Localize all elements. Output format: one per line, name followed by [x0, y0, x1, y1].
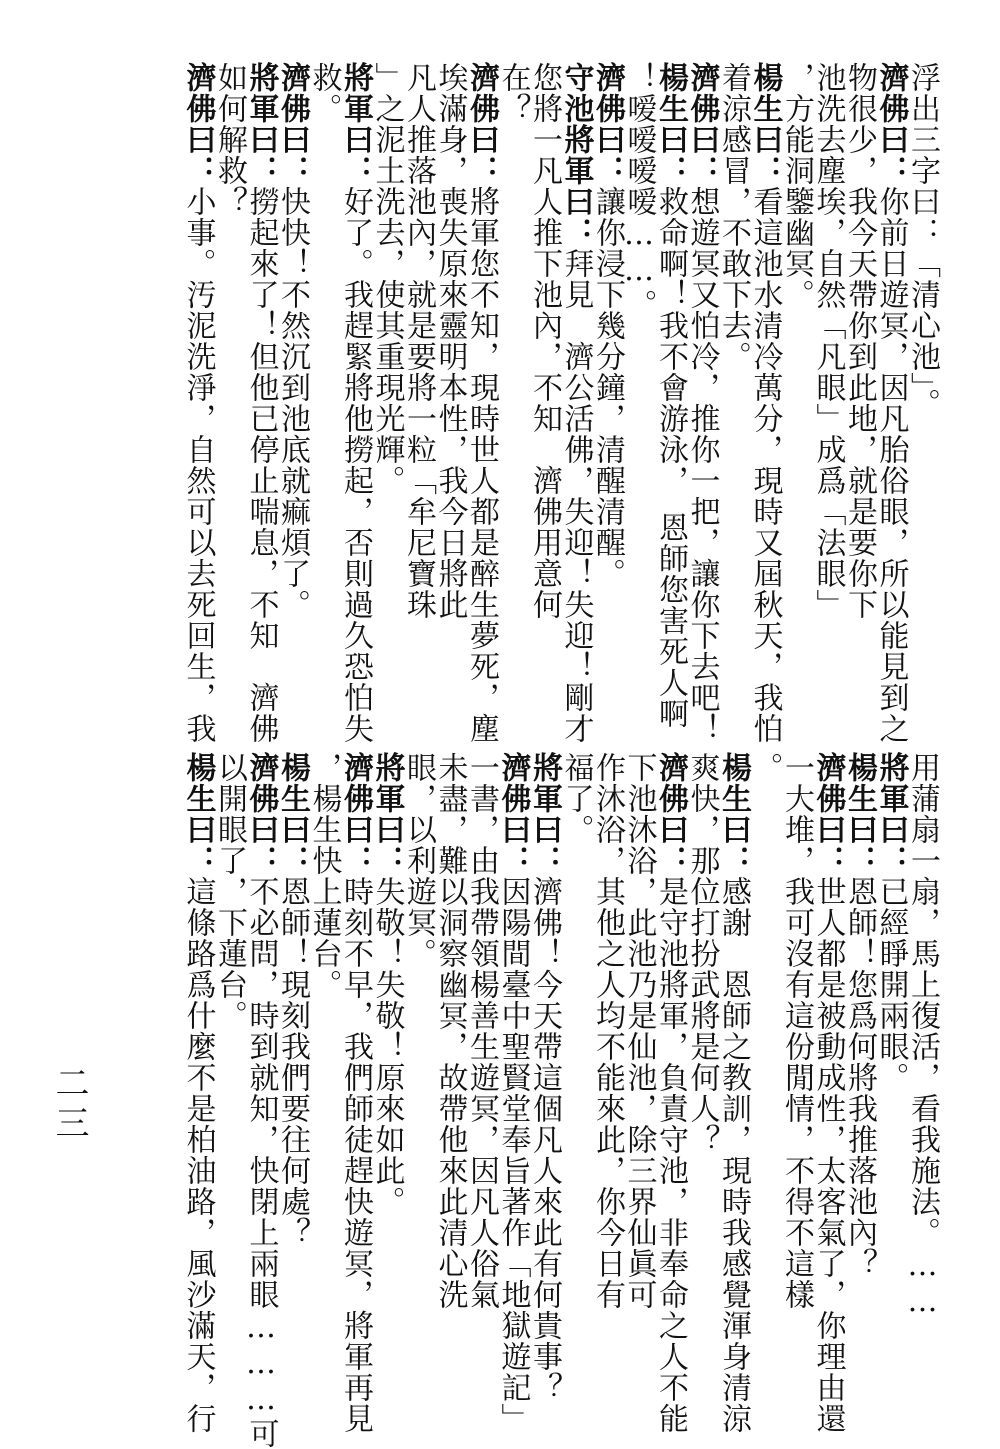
column-text: 浮出三字曰：「清心池」。	[905, 62, 940, 419]
column-text: 福了。	[558, 752, 594, 845]
speaker-label: 楊生曰：	[653, 62, 688, 186]
text-column	[875, 752, 907, 1392]
column-text: 救命啊！我不會游泳， 恩師您害死人啊	[653, 186, 688, 729]
text-column	[907, 752, 939, 1392]
text-column	[810, 752, 846, 1434]
text-column	[558, 62, 594, 744]
speaker-label: 濟佛曰：	[590, 62, 625, 186]
text-column	[592, 62, 624, 702]
text-column	[466, 752, 498, 1392]
text-column	[684, 62, 720, 744]
speaker-label: 將軍曰：	[369, 752, 405, 876]
column-text: 撈起來了！但他已停止喘息，不知 濟佛	[243, 186, 279, 744]
column-text: 看這池水清冷萬分，現時又屆秋天，我怕	[747, 186, 783, 744]
upper-text-block	[180, 62, 940, 744]
text-column	[214, 62, 246, 702]
column-text: 埃滿身，喪失原來靈明本性，我今日將此	[432, 62, 468, 620]
text-column	[464, 62, 499, 744]
column-text: 」之泥土洗去，使其重現光輝。	[369, 62, 405, 496]
speaker-label: 濟佛曰：	[653, 752, 688, 876]
text-column	[180, 752, 216, 1434]
speaker-label: 濟佛曰：	[275, 62, 310, 186]
column-text: 恩師！現刻我們要往何處？	[275, 876, 310, 1248]
column-text: 想遊冥又怕冷，推你一把，讓你下去吧！	[684, 186, 720, 744]
text-column	[527, 752, 562, 1403]
speaker-label: 濟佛曰：	[810, 752, 846, 876]
speaker-label: 楊生曰：	[747, 62, 783, 186]
column-text: 用蒲扇一扇，馬上復活，看我施法。……	[905, 752, 940, 1320]
column-text: ！嗳嗳嗳嗳……。	[621, 62, 657, 320]
speaker-label: 濟佛曰：	[180, 62, 216, 186]
text-column	[277, 752, 309, 1392]
speaker-label: 楊生曰：	[275, 752, 310, 876]
column-text: 快快！不然沉到池底就痲煩了。	[275, 186, 310, 620]
column-text: 池洗去塵埃，自然「凡眼」成爲「法眼」	[810, 62, 846, 620]
lower-text-block	[180, 752, 940, 1449]
column-text: ，楊生快上蓮台。	[306, 752, 342, 1000]
speaker-label: 楊生曰：	[842, 752, 877, 876]
column-text: 物很少，我今天帶你到此地，就是要你下	[842, 62, 877, 620]
text-column	[873, 62, 909, 744]
speaker-label: 楊生曰：	[716, 752, 751, 876]
text-column	[560, 752, 592, 1392]
column-text: 讓你浸下幾分鐘，清醒清醒。	[590, 186, 625, 589]
column-text: 在？	[495, 62, 531, 124]
speaker-label: 楊生曰：	[180, 752, 216, 876]
text-column	[214, 752, 246, 1392]
column-text: 已經睜開兩眼。	[873, 876, 909, 1093]
speaker-label: 將軍曰：	[243, 62, 279, 186]
text-column	[781, 62, 813, 702]
column-text: 您將一凡人推下池內，不知 濟佛用意何	[527, 62, 562, 620]
text-column	[371, 752, 403, 1392]
column-text: 時刻不早，我們師徒趕快遊冥，將軍再見	[338, 876, 373, 1434]
text-column	[529, 62, 561, 702]
text-column	[747, 62, 783, 744]
column-text: 如何解救？	[212, 62, 247, 217]
column-text: 小事。汚泥洗淨，自然可以去死回生，我	[180, 186, 216, 744]
text-column	[308, 752, 340, 1392]
speaker-label: 將軍曰：	[873, 752, 909, 876]
speaker-label: 守池將軍曰：	[558, 62, 594, 248]
column-text: 作沐浴，其他之人均不能來此，你今日有	[590, 752, 625, 1310]
column-text: 凡人推落池內，就是要將一粒「牟尼寶珠	[401, 62, 436, 620]
column-text: 一書，由我帶領楊善生遊冥，因凡人俗氣	[464, 752, 499, 1310]
column-text: 着涼感冒，不敢下去。	[716, 62, 751, 372]
column-text: 好了。我趕緊將他撈起，否則過久恐怕失	[338, 186, 373, 744]
text-column	[495, 752, 531, 1434]
column-text: 你前日遊冥，因凡胎俗眼，所以能見到之	[873, 186, 909, 744]
column-text: 恩師！您爲何將我推落池內？	[842, 876, 877, 1279]
column-text: 不必問，時到就知，快閉上兩眼………可	[243, 876, 279, 1449]
text-column	[180, 62, 216, 744]
column-text: 下池沐浴，此池乃是仙池，除三界仙眞可	[621, 752, 657, 1310]
text-column	[497, 62, 529, 702]
column-text: 是守池將軍，負責守池，非奉命之人不能	[653, 876, 688, 1434]
column-text: 因陽間臺中聖賢堂奉旨著作「地獄遊記」	[495, 876, 531, 1434]
column-text: 未盡，難以洞察幽冥，故帶他來此清心洗	[432, 752, 468, 1310]
text-column	[243, 752, 279, 1449]
text-column	[653, 752, 688, 1434]
speaker-label: 濟佛曰：	[873, 62, 909, 186]
text-column	[844, 62, 876, 702]
text-column	[686, 752, 718, 1392]
column-text: ，方能洞鑒幽冥。	[779, 62, 814, 310]
column-text: 這條路爲什麼不是柏油路，風沙滿天，行	[180, 876, 216, 1434]
column-text: 世人都是被動成性，太客氣了，你理由還	[810, 876, 846, 1434]
column-text: 。	[747, 752, 783, 783]
text-column	[623, 752, 655, 1392]
text-column	[403, 62, 435, 702]
text-column	[371, 62, 403, 702]
speaker-label: 濟佛曰：	[338, 752, 373, 876]
speaker-label: 將軍曰：	[338, 62, 373, 186]
text-column	[403, 752, 435, 1392]
text-column	[907, 62, 939, 702]
page-number: 二三	[49, 1065, 89, 1145]
column-text: 將軍您不知，現時世人都是醉生夢死，塵	[464, 186, 499, 744]
text-column	[844, 752, 876, 1392]
column-text: 感謝 恩師之教訓，現時我感覺渾身清涼	[716, 876, 751, 1434]
column-text: 以開眼了，下蓮台。	[212, 752, 247, 1031]
text-column	[653, 62, 688, 729]
column-text: 失敬！失敬！原來如此。	[369, 876, 405, 1217]
speaker-label: 濟佛曰：	[243, 752, 279, 876]
speaker-label: 濟佛曰：	[495, 752, 531, 876]
speaker-label: 將軍曰：	[527, 752, 562, 876]
text-column	[308, 62, 340, 702]
text-column	[718, 62, 750, 702]
text-column	[243, 62, 279, 744]
column-text: 爽快，那位打扮武將是何人？	[684, 752, 720, 1155]
column-text: 一大堆，我可沒有這份閒情，不得不這樣	[779, 752, 814, 1310]
text-column	[623, 62, 655, 702]
text-column	[781, 752, 813, 1392]
text-column	[338, 752, 373, 1434]
text-column	[749, 752, 781, 1392]
speaker-label: 濟佛曰：	[464, 62, 499, 186]
text-column	[716, 752, 751, 1434]
column-text: 眼，以利遊冥。	[401, 752, 436, 969]
column-text: 濟佛！今天帶這個凡人來此有何貴事？	[527, 876, 562, 1403]
column-text: 救。	[306, 62, 342, 124]
text-column	[338, 62, 373, 744]
text-column	[434, 62, 466, 702]
text-column	[592, 752, 624, 1392]
speaker-label: 濟佛曰：	[684, 62, 720, 186]
text-column	[277, 62, 309, 702]
text-column	[434, 752, 466, 1392]
text-column	[812, 62, 844, 702]
column-text: 拜見 濟公活佛，失迎！失迎！剛才	[558, 248, 594, 744]
